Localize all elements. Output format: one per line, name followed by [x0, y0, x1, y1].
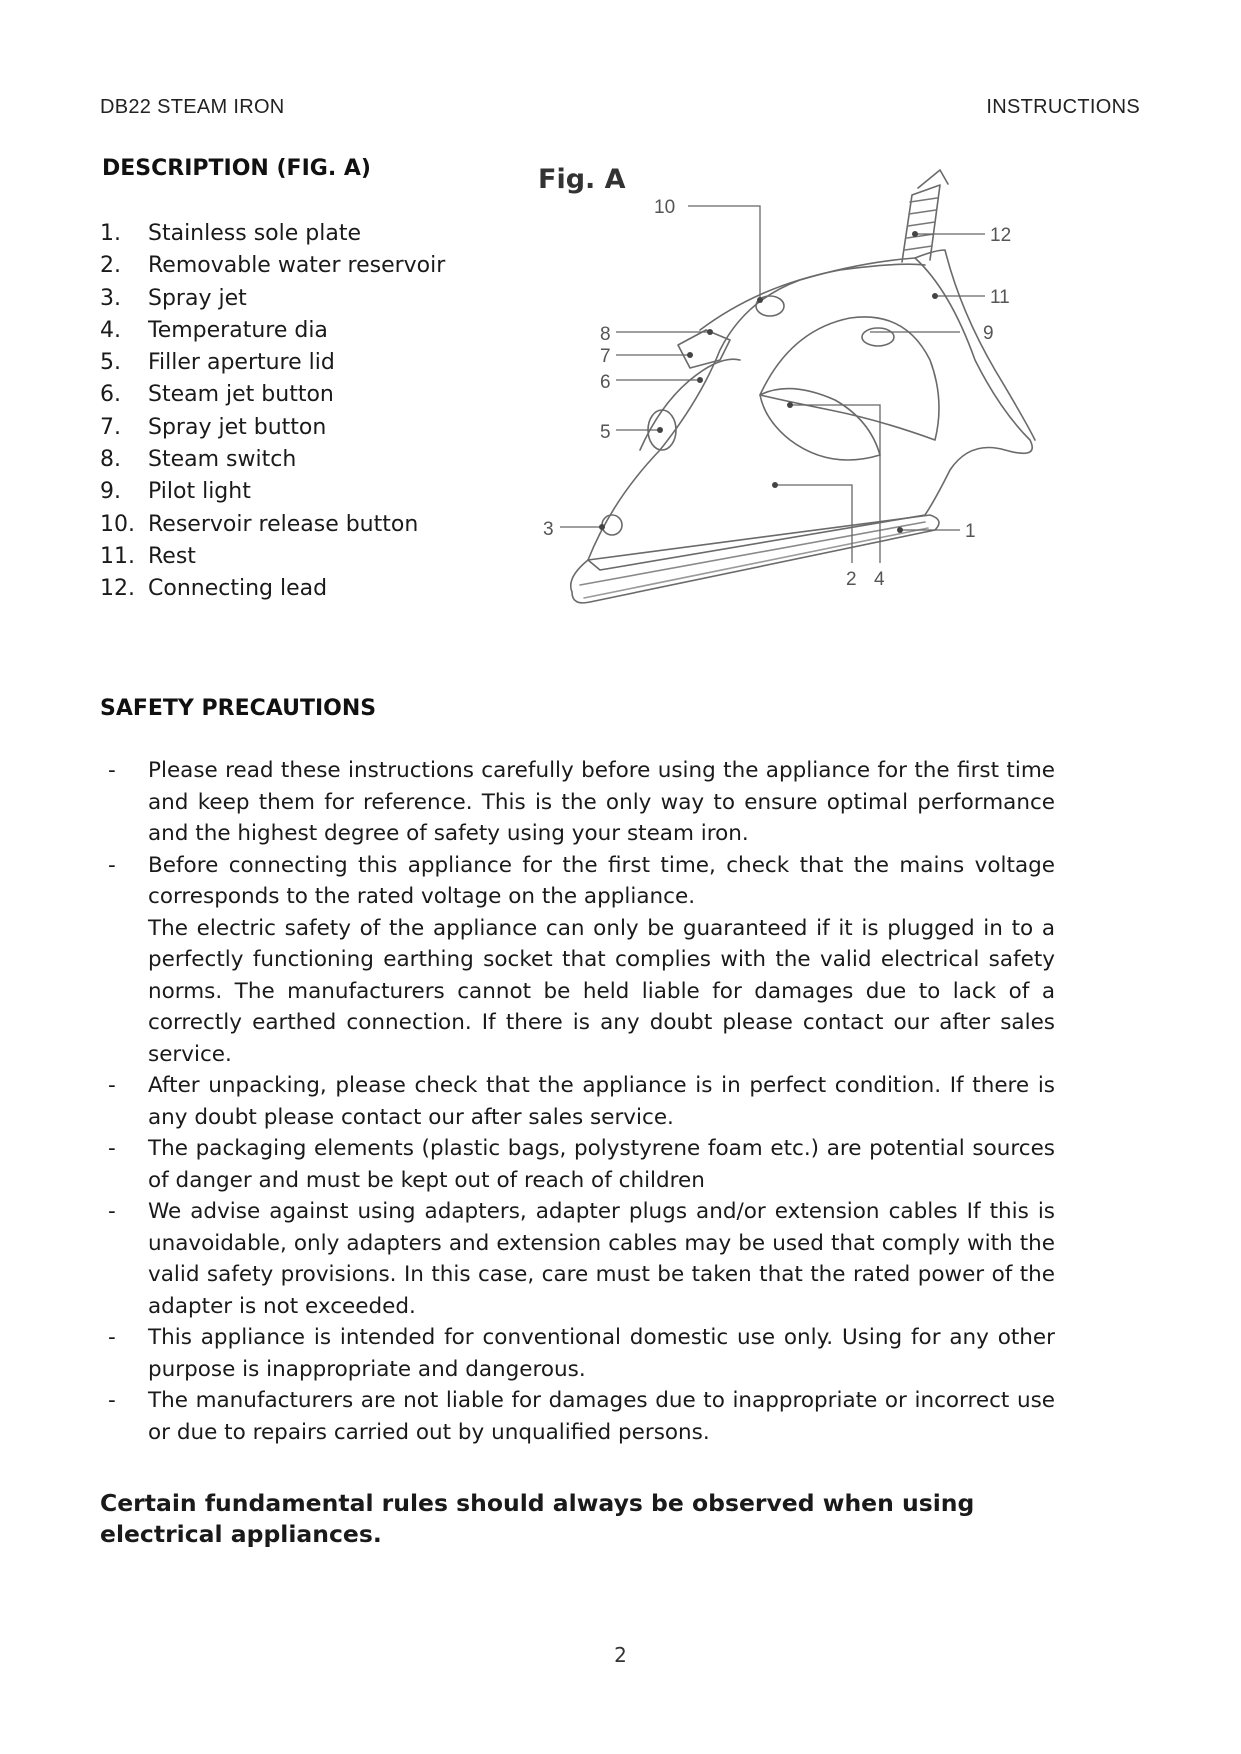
list-item: [100, 250, 520, 282]
callout-9: 9: [983, 323, 994, 344]
item-number: 12.: [100, 576, 135, 602]
bullet-dash: -: [108, 1136, 116, 1161]
callout-2: 2: [846, 569, 857, 590]
safety-list: [100, 755, 1055, 1448]
list-item: [100, 218, 520, 250]
bullet-dash: -: [108, 758, 116, 783]
bullet-dash: -: [108, 1199, 116, 1224]
list-item: [100, 412, 520, 444]
callout-6: 6: [600, 372, 611, 393]
list-item: [100, 541, 520, 573]
fundamental-rules-note: Certain fundamental rules should always be observed when using electrical appliances.: [100, 1489, 975, 1548]
front-dome-shape: [640, 359, 740, 450]
callout-3: 3: [543, 519, 554, 540]
item-number: 10.: [100, 511, 135, 537]
list-item: [100, 1385, 1055, 1448]
safety-paragraph: Before connecting this appliance for the first time, check that the mains voltage corresponds to the rated voltage on the appliance.: [148, 852, 1055, 909]
list-item: [100, 1133, 1055, 1196]
figure-title: Fig. A: [538, 164, 626, 195]
callout-4: 4: [874, 569, 885, 590]
list-item: [100, 850, 1055, 1071]
list-item: [100, 379, 520, 411]
item-number: 1.: [100, 221, 121, 246]
callout-5: 5: [600, 422, 611, 443]
list-item: [100, 755, 1055, 850]
item-label: Steam jet button: [148, 382, 334, 408]
safety-paragraph: After unpacking, please check that the appliance is in perfect condition. If there is any doubt please contact our after sales service.: [148, 1073, 1055, 1130]
list-item: [100, 1322, 1055, 1385]
item-number: 7.: [100, 414, 121, 440]
item-label: Spray jet button: [148, 414, 327, 440]
page-number: 2: [614, 1643, 627, 1667]
item-number: 2.: [100, 253, 121, 279]
list-item: [100, 476, 520, 508]
callout-10: 10: [654, 197, 676, 218]
bullet-dash: -: [108, 852, 116, 878]
item-number: 3.: [100, 285, 121, 311]
safety-paragraph: Please read these instructions carefully before using the appliance for the first time and keep them for reference. This is the only way to ensure optimal performance and the highest degree of safety using your steam iron.: [148, 758, 1055, 846]
callout-12: 12: [990, 225, 1012, 246]
list-item: [100, 283, 520, 315]
callout-11: 11: [990, 287, 1010, 308]
bullet-dash: -: [108, 1388, 116, 1413]
bullet-dash: -: [108, 1073, 116, 1098]
item-number: 4.: [100, 317, 121, 343]
header-title: DB22 STEAM IRON: [100, 96, 285, 118]
item-number: 5.: [100, 350, 121, 376]
item-label: Temperature dia: [148, 317, 328, 343]
item-label: Rest: [148, 543, 196, 569]
steam-iron-illustration: [540, 165, 1040, 635]
item-label: Removable water reservoir: [148, 253, 446, 279]
item-label: Stainless sole plate: [148, 221, 361, 246]
item-label: Steam switch: [148, 447, 297, 473]
safety-paragraph: This appliance is intended for conventional domestic use only. Using for any other purpose is inappropriate and dangerous.: [148, 1325, 1055, 1382]
list-item: [100, 1196, 1055, 1322]
pilot-light-shape: [862, 328, 894, 346]
item-number: 6.: [100, 382, 121, 408]
callout-1: 1: [965, 521, 976, 542]
description-heading: DESCRIPTION (FIG. A): [102, 156, 371, 181]
item-label: Filler aperture lid: [148, 350, 335, 376]
callout-7: 7: [600, 346, 611, 367]
handle-opening-shape: [760, 317, 939, 440]
list-item: [100, 573, 520, 605]
safety-paragraph: The packaging elements (plastic bags, polystyrene foam etc.) are potential sources of danger and must be kept out of reach of children: [148, 1136, 1055, 1193]
list-item: [100, 1070, 1055, 1133]
bullet-dash: -: [108, 1325, 116, 1350]
item-label: Connecting lead: [148, 576, 328, 602]
safety-heading: SAFETY PRECAUTIONS: [100, 696, 377, 721]
item-label: Spray jet: [148, 285, 247, 311]
safety-paragraph: The manufacturers are not liable for damages due to inappropriate or incorrect use or due to repairs carried out by unqualified persons.: [148, 1388, 1055, 1445]
item-label: Reservoir release button: [148, 511, 419, 537]
list-item: [100, 444, 520, 476]
steam-switch-shape: [678, 330, 730, 368]
item-number: 8.: [100, 447, 121, 473]
item-number: 11.: [100, 543, 135, 569]
list-item: [100, 347, 520, 379]
header-section: INSTRUCTIONS: [986, 96, 1140, 118]
list-item: [100, 315, 520, 347]
list-item: [100, 509, 520, 541]
parts-list: [100, 218, 520, 606]
safety-paragraph: The electric safety of the appliance can only be guaranteed if it is plugged in to a perfectly functioning earthing socket that complies with the valid electrical safety norms. The manufacturers cannot be held liable for damages due to lack of a correctly earthed connection. If there is any doubt please contact our after sales service.: [148, 915, 1055, 1067]
safety-paragraph: We advise against using adapters, adapter plugs and/or extension cables If this is unavoidable, only adapters and extension cables may be used that comply with the valid safety provisions. In this case, care must be taken that the rated power of the adapter is not exceeded.: [148, 1199, 1055, 1319]
callout-8: 8: [600, 324, 611, 345]
item-number: 9.: [100, 479, 121, 505]
item-label: Pilot light: [148, 479, 251, 505]
